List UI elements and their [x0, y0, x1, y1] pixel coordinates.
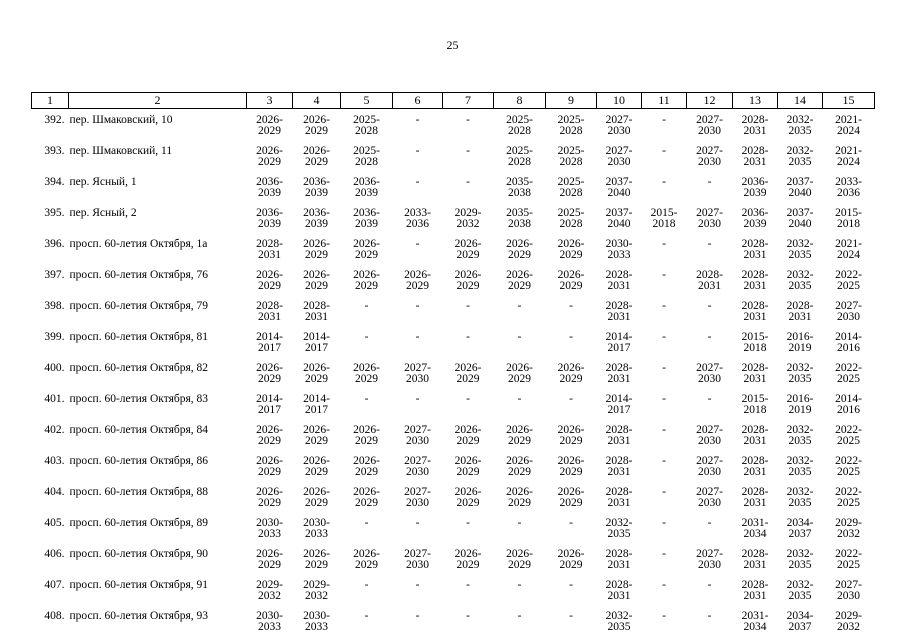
period-cell: 2022- 2025 [835, 455, 862, 478]
period-cell: 2037- 2040 [786, 176, 814, 199]
period-cell: 2026- 2029 [303, 455, 330, 478]
period-cell: 2030- 2033 [303, 610, 330, 633]
period-cell: 2022- 2025 [835, 548, 862, 571]
table-row [32, 422, 875, 453]
period-cell: 2022- 2025 [835, 424, 862, 447]
period-cell: - [707, 610, 712, 622]
column-header: 3 [247, 93, 293, 109]
period-cell: 2026- 2029 [303, 424, 330, 447]
period-cell: - [415, 145, 420, 157]
address-cell: просп. 60-летия Октября, 1а [69, 238, 208, 250]
period-cell: - [569, 610, 573, 622]
row-number: 406. [44, 548, 65, 560]
period-cell: - [662, 517, 666, 529]
period-cell: - [415, 300, 420, 312]
period-cell: 2037- 2040 [786, 207, 814, 230]
period-cell: - [466, 393, 470, 405]
period-cell: 2026- 2029 [256, 486, 283, 509]
table-row [32, 143, 875, 174]
table-row [32, 329, 875, 360]
period-cell: - [415, 517, 420, 529]
period-cell: 2036- 2039 [256, 176, 283, 199]
period-cell: 2027- 2030 [404, 424, 431, 447]
period-cell: 2026- 2029 [353, 455, 380, 478]
period-cell: 2014- 2016 [835, 331, 862, 354]
row-number: 401. [44, 393, 65, 405]
period-cell: 2026- 2029 [353, 362, 380, 385]
period-cell: - [517, 331, 522, 343]
period-cell: 2015- 2018 [741, 393, 769, 416]
period-cell: 2026- 2029 [256, 145, 283, 168]
period-cell: 2027- 2030 [404, 362, 431, 385]
period-cell: - [707, 176, 712, 188]
page-number: 25 [446, 38, 459, 52]
period-cell: 2015- 2018 [650, 207, 678, 230]
row-number: 396. [44, 238, 65, 250]
period-cell: 2021- 2024 [835, 114, 862, 137]
period-cell: 2028- 2031 [256, 238, 283, 261]
period-cell: 2030- 2033 [256, 517, 283, 540]
period-cell: 2034- 2037 [786, 517, 814, 540]
period-cell: 2026- 2029 [557, 362, 585, 385]
period-cell: 2026- 2029 [256, 362, 283, 385]
period-cell: 2025- 2028 [557, 176, 585, 199]
period-cell: 2022- 2025 [835, 486, 862, 509]
period-cell: 2027- 2030 [696, 362, 723, 385]
period-cell: - [517, 393, 522, 405]
period-cell: - [466, 579, 470, 591]
column-header: 12 [687, 93, 733, 109]
period-cell: 2028- 2031 [605, 300, 633, 323]
period-cell: - [415, 176, 420, 188]
period-cell: 2027- 2030 [696, 486, 723, 509]
period-cell: 2026- 2029 [557, 548, 585, 571]
row-number: 402. [44, 424, 65, 436]
period-cell: 2026- 2029 [557, 486, 585, 509]
period-cell: 2028- 2031 [741, 300, 769, 323]
period-cell: 2025- 2028 [557, 145, 585, 168]
period-cell: - [517, 517, 522, 529]
period-cell: 2037- 2040 [605, 207, 633, 230]
table-row [32, 174, 875, 205]
period-cell: 2028- 2031 [303, 300, 330, 323]
period-cell: 2027- 2030 [835, 300, 862, 323]
period-cell: - [707, 300, 712, 312]
address-cell: просп. 60-летия Октября, 83 [69, 393, 209, 405]
period-cell: 2027- 2030 [605, 145, 633, 168]
period-cell: 2025- 2028 [557, 114, 585, 137]
period-cell: 2026- 2029 [353, 486, 380, 509]
period-cell: - [364, 517, 369, 529]
period-cell: - [569, 300, 573, 312]
period-cell: 2028- 2031 [605, 579, 633, 602]
period-cell: 2026- 2029 [506, 238, 533, 261]
period-cell: 2032- 2035 [786, 269, 814, 292]
row-number: 393. [44, 145, 65, 157]
period-cell: - [466, 300, 470, 312]
period-cell: - [662, 424, 666, 436]
period-cell: 2032- 2035 [786, 548, 814, 571]
row-number: 407. [44, 579, 65, 591]
table-row [32, 267, 875, 298]
table-row [32, 453, 875, 484]
address-cell: пер. Ясный, 1 [69, 176, 137, 188]
period-cell: 2021- 2024 [835, 238, 862, 261]
period-cell: 2036- 2039 [256, 207, 283, 230]
period-cell: 2027- 2030 [404, 455, 431, 478]
period-cell: - [364, 610, 369, 622]
address-cell: просп. 60-летия Октября, 81 [69, 331, 209, 343]
period-cell: - [707, 517, 712, 529]
period-cell: 2028- 2031 [741, 486, 769, 509]
period-cell: 2026- 2029 [256, 269, 283, 292]
period-cell: - [364, 579, 369, 591]
period-cell: 2025- 2028 [353, 145, 380, 168]
period-cell: 2026- 2029 [557, 455, 585, 478]
period-cell: 2026- 2029 [506, 424, 533, 447]
period-cell: 2027- 2030 [696, 114, 723, 137]
period-cell: 2027- 2030 [696, 424, 723, 447]
period-cell: 2027- 2030 [696, 145, 723, 168]
period-cell: 2029- 2032 [256, 579, 283, 602]
row-number: 400. [44, 362, 65, 374]
period-cell: 2032- 2035 [605, 517, 633, 540]
period-cell: - [662, 455, 666, 467]
row-number: 398. [44, 300, 65, 312]
period-cell: 2026- 2029 [303, 362, 330, 385]
period-cell: 2032- 2035 [605, 610, 633, 633]
period-cell: 2026- 2029 [256, 455, 283, 478]
address-cell: пер. Шмаковский, 10 [69, 114, 173, 126]
period-cell: 2014- 2017 [256, 393, 283, 416]
period-cell: - [364, 331, 369, 343]
period-cell: 2027- 2030 [404, 486, 431, 509]
row-number: 403. [44, 455, 65, 467]
period-cell: - [466, 610, 470, 622]
period-cell: 2032- 2035 [786, 455, 814, 478]
period-cell: 2026- 2029 [353, 238, 380, 261]
period-cell: 2036- 2039 [303, 207, 330, 230]
period-cell: - [662, 548, 666, 560]
period-cell: - [707, 331, 712, 343]
table-row [32, 577, 875, 608]
period-cell: 2028- 2031 [786, 300, 814, 323]
row-number: 404. [44, 486, 65, 498]
period-cell: 2032- 2035 [786, 579, 814, 602]
period-cell: 2026- 2029 [506, 548, 533, 571]
table-row [32, 298, 875, 329]
period-cell: 2026- 2029 [454, 269, 482, 292]
period-cell: 2029- 2032 [835, 517, 862, 540]
period-cell: 2014- 2017 [303, 393, 330, 416]
period-cell: 2028- 2031 [605, 548, 633, 571]
address-cell: просп. 60-летия Октября, 86 [69, 455, 209, 467]
period-cell: - [662, 269, 666, 281]
period-cell: 2021- 2024 [835, 145, 862, 168]
period-cell: 2032- 2035 [786, 362, 814, 385]
period-cell: - [662, 238, 666, 250]
row-number: 408. [44, 610, 65, 622]
period-cell: 2026- 2029 [256, 548, 283, 571]
column-header: 4 [293, 93, 341, 109]
period-cell: - [466, 176, 470, 188]
period-cell: 2027- 2030 [404, 548, 431, 571]
period-cell: - [415, 610, 420, 622]
period-cell: - [364, 300, 369, 312]
table-row [32, 546, 875, 577]
period-cell: - [707, 579, 712, 591]
period-cell: - [662, 300, 666, 312]
period-cell: - [569, 331, 573, 343]
period-cell: 2028- 2031 [696, 269, 723, 292]
period-cell: 2030- 2033 [303, 517, 330, 540]
period-cell: 2029- 2032 [303, 579, 330, 602]
column-header: 8 [494, 93, 546, 109]
address-cell: пер. Шмаковский, 11 [69, 145, 173, 157]
address-cell: просп. 60-летия Октября, 76 [69, 269, 209, 281]
period-cell: - [662, 393, 666, 405]
period-cell: 2026- 2029 [506, 269, 533, 292]
period-cell: 2028- 2031 [605, 455, 633, 478]
row-number: 405. [44, 517, 65, 529]
column-header: 11 [642, 93, 687, 109]
period-cell: 2026- 2029 [557, 238, 585, 261]
period-cell: 2028- 2031 [741, 455, 769, 478]
column-header: 9 [546, 93, 597, 109]
row-number: 395. [44, 207, 65, 219]
period-cell: 2032- 2035 [786, 145, 814, 168]
column-header: 5 [341, 93, 393, 109]
period-cell: 2032- 2035 [786, 486, 814, 509]
period-cell: 2030- 2033 [605, 238, 633, 261]
period-cell: 2028- 2031 [605, 362, 633, 385]
period-cell: 2026- 2029 [454, 455, 482, 478]
table-row [32, 391, 875, 422]
period-cell: 2028- 2031 [605, 269, 633, 292]
period-cell: - [707, 393, 712, 405]
period-cell: - [569, 393, 573, 405]
period-cell: 2027- 2030 [605, 114, 633, 137]
period-cell: - [662, 176, 666, 188]
period-cell: 2026- 2029 [454, 362, 482, 385]
period-cell: - [569, 579, 573, 591]
period-cell: 2016- 2019 [786, 393, 814, 416]
address-cell: просп. 60-летия Октября, 79 [69, 300, 209, 312]
period-cell: 2026- 2029 [506, 455, 533, 478]
period-cell: 2028- 2031 [741, 579, 769, 602]
period-cell: 2036- 2039 [303, 176, 330, 199]
period-cell: - [662, 114, 666, 126]
period-cell: 2028- 2031 [741, 548, 769, 571]
period-cell: 2031- 2034 [741, 610, 769, 633]
period-cell: 2026- 2029 [256, 114, 283, 137]
address-cell: просп. 60-летия Октября, 82 [69, 362, 209, 374]
column-header: 14 [778, 93, 823, 109]
period-cell: 2026- 2029 [404, 269, 431, 292]
period-cell: 2014- 2017 [303, 331, 330, 354]
period-cell: - [466, 517, 470, 529]
period-cell: 2014- 2017 [605, 331, 633, 354]
period-cell: 2015- 2018 [835, 207, 862, 230]
address-cell: просп. 60-летия Октября, 90 [69, 548, 209, 560]
table-row [32, 608, 875, 639]
column-header: 15 [823, 93, 875, 109]
period-cell: 2028- 2031 [741, 269, 769, 292]
period-cell: 2026- 2029 [353, 548, 380, 571]
period-cell: 2028- 2031 [256, 300, 283, 323]
row-number: 399. [44, 331, 65, 343]
period-cell: 2026- 2029 [506, 362, 533, 385]
period-cell: 2026- 2029 [256, 424, 283, 447]
period-cell: 2035- 2038 [506, 176, 533, 199]
period-cell: - [707, 238, 712, 250]
address-cell: просп. 60-летия Октября, 84 [69, 424, 209, 436]
period-cell: 2032- 2035 [786, 238, 814, 261]
period-cell: - [415, 579, 420, 591]
period-cell: - [662, 486, 666, 498]
period-cell: 2026- 2029 [557, 269, 585, 292]
period-cell: 2033- 2036 [404, 207, 431, 230]
period-cell: 2026- 2029 [454, 238, 482, 261]
period-cell: 2025- 2028 [557, 207, 585, 230]
period-cell: 2026- 2029 [303, 238, 330, 261]
column-header: 13 [733, 93, 778, 109]
period-cell: 2029- 2032 [835, 610, 862, 633]
period-cell: - [466, 331, 470, 343]
period-cell: - [466, 114, 470, 126]
address-cell: просп. 60-летия Октября, 89 [69, 517, 209, 529]
period-cell: - [662, 362, 666, 374]
column-header: 2 [69, 93, 247, 109]
column-number-row [32, 93, 875, 109]
period-cell: 2027- 2030 [835, 579, 862, 602]
period-cell: 2028- 2031 [605, 486, 633, 509]
period-cell: 2036- 2039 [741, 207, 769, 230]
period-cell: - [662, 331, 666, 343]
period-cell: 2035- 2038 [506, 207, 533, 230]
period-cell: 2034- 2037 [786, 610, 814, 633]
period-cell: 2025- 2028 [506, 145, 533, 168]
period-cell: 2026- 2029 [557, 424, 585, 447]
address-cell: пер. Ясный, 2 [69, 207, 137, 219]
period-cell: 2028- 2031 [741, 362, 769, 385]
period-cell: - [517, 579, 522, 591]
period-cell: - [569, 517, 573, 529]
period-cell: 2028- 2031 [741, 114, 769, 137]
period-cell: 2014- 2017 [605, 393, 633, 416]
period-cell: 2036- 2039 [741, 176, 769, 199]
address-cell: просп. 60-летия Октября, 93 [69, 610, 209, 622]
period-cell: - [466, 145, 470, 157]
period-cell: 2026- 2029 [303, 114, 330, 137]
table-row [32, 360, 875, 391]
period-cell: 2026- 2029 [353, 269, 380, 292]
period-cell: 2016- 2019 [786, 331, 814, 354]
period-cell: 2025- 2028 [506, 114, 533, 137]
period-cell: 2037- 2040 [605, 176, 633, 199]
period-cell: 2026- 2029 [454, 486, 482, 509]
period-cell: 2036- 2039 [353, 207, 380, 230]
period-cell: - [364, 393, 369, 405]
period-cell: - [415, 238, 420, 250]
period-cell: 2025- 2028 [353, 114, 380, 137]
period-cell: - [662, 145, 666, 157]
period-cell: 2014- 2016 [835, 393, 862, 416]
period-cell: 2028- 2031 [605, 424, 633, 447]
period-cell: 2026- 2029 [303, 145, 330, 168]
period-cell: - [415, 331, 420, 343]
period-cell: 2027- 2030 [696, 455, 723, 478]
period-cell: 2026- 2029 [454, 424, 482, 447]
period-cell: - [415, 393, 420, 405]
row-number: 397. [44, 269, 65, 281]
table-row [32, 236, 875, 267]
period-cell: 2022- 2025 [835, 362, 862, 385]
period-cell: - [517, 610, 522, 622]
period-cell: 2015- 2018 [741, 331, 769, 354]
period-cell: - [662, 579, 666, 591]
period-cell: 2028- 2031 [741, 145, 769, 168]
period-cell: - [517, 300, 522, 312]
table-row [32, 484, 875, 515]
period-cell: 2014- 2017 [256, 331, 283, 354]
schedule-table [31, 92, 875, 639]
period-cell: 2030- 2033 [256, 610, 283, 633]
table-row [32, 515, 875, 546]
period-cell: 2026- 2029 [454, 548, 482, 571]
period-cell: 2029- 2032 [454, 207, 482, 230]
row-number: 394. [44, 176, 65, 188]
column-header: 10 [597, 93, 642, 109]
column-header: 1 [32, 93, 69, 109]
period-cell: - [662, 610, 666, 622]
address-cell: просп. 60-летия Октября, 88 [69, 486, 209, 498]
period-cell: 2036- 2039 [353, 176, 380, 199]
period-cell: 2022- 2025 [835, 269, 862, 292]
period-cell: 2032- 2035 [786, 424, 814, 447]
period-cell: 2026- 2029 [303, 548, 330, 571]
period-cell: 2026- 2029 [303, 269, 330, 292]
column-header: 7 [443, 93, 494, 109]
period-cell: 2031- 2034 [741, 517, 769, 540]
period-cell: 2028- 2031 [741, 238, 769, 261]
period-cell: 2027- 2030 [696, 207, 723, 230]
period-cell: 2033- 2036 [835, 176, 862, 199]
table-row [32, 205, 875, 236]
row-number: 392. [44, 114, 65, 126]
period-cell: 2026- 2029 [303, 486, 330, 509]
period-cell: 2026- 2029 [353, 424, 380, 447]
period-cell: - [415, 114, 420, 126]
period-cell: 2027- 2030 [696, 548, 723, 571]
period-cell: 2028- 2031 [741, 424, 769, 447]
table-row [32, 109, 875, 144]
column-header: 6 [393, 93, 443, 109]
period-cell: 2026- 2029 [506, 486, 533, 509]
period-cell: 2032- 2035 [786, 114, 814, 137]
address-cell: просп. 60-летия Октября, 91 [69, 579, 209, 591]
